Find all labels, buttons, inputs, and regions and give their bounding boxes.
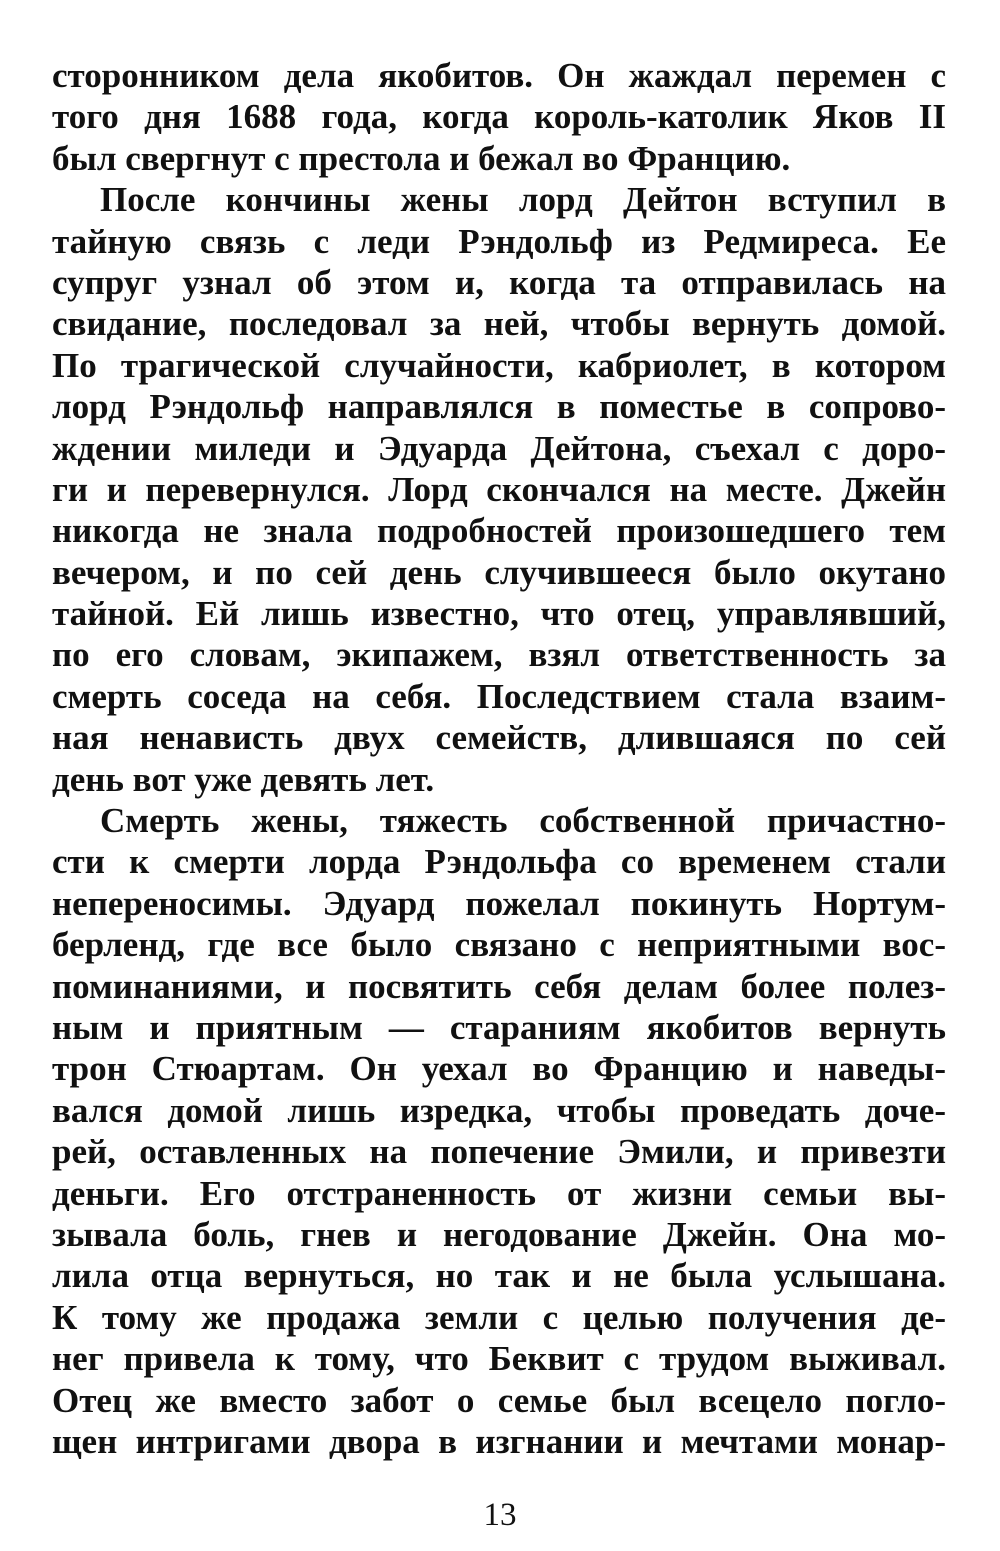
text-line: вался домой лишь изредка, чтобы проведать доче-	[52, 1090, 946, 1130]
text-line: лила отца вернуться, но так и не была услышана.	[52, 1256, 946, 1296]
text-line: был свергнут с престола и бежал во Францию.	[52, 138, 791, 178]
text-line: никогда не знала подробностей произошедшего тем	[52, 511, 946, 551]
text-line: супруг узнал об этом и, когда та отправилась на	[52, 262, 946, 302]
text-line: По трагической случайности, кабриолет, в котором	[52, 345, 946, 385]
text-line: по его словам, экипажем, взял ответственность за	[52, 635, 946, 675]
text-line: свидание, последовал за ней, чтобы вернуть домой.	[52, 304, 946, 344]
text-line: поминаниями, и посвятить себя делам более полез-	[52, 966, 946, 1006]
text-line: непереносимы. Эдуард пожелал покинуть Нортум-	[52, 883, 946, 923]
text-line: ным и приятным — стараниям якобитов вернуть	[52, 1007, 946, 1047]
text-line: ги и перевернулся. Лорд скончался на месте. Джейн	[52, 469, 946, 509]
text-line: сторонником дела якобитов. Он жаждал перемен с	[52, 56, 946, 95]
paragraph	[52, 179, 946, 800]
page-number: 13	[483, 1497, 517, 1533]
text-line: смерть соседа на себя. Последствием стала взаим-	[52, 676, 946, 716]
text-line: тайную связь с леди Рэндольф из Редмиреса. Ее	[52, 221, 946, 261]
text-line: зывала боль, гнев и негодование Джейн. Она мо-	[52, 1214, 946, 1254]
paragraph	[52, 800, 946, 1462]
text-line: щен интригами двора в изгнании и мечтами монар-	[52, 1421, 946, 1461]
text-line: После кончины жены лорд Дейтон вступил в	[100, 180, 946, 220]
text-line: рей, оставленных на попечение Эмили, и привезти	[52, 1132, 946, 1172]
text-line: Отец же вместо забот о семье был всецело погло-	[52, 1380, 946, 1420]
text-line: вечером, и по сей день случившееся было окутано	[52, 552, 946, 592]
body-text	[52, 55, 946, 1462]
text-line: К тому же продажа земли с целью получения де-	[52, 1297, 946, 1337]
text-line: ная ненависть двух семейств, длившаяся по сей	[52, 718, 946, 758]
text-line: тайной. Ей лишь известно, что отец, управлявший,	[52, 594, 946, 634]
text-line: трон Стюартам. Он уехал во Францию и наведы-	[52, 1049, 946, 1089]
text-line: берленд, где все было связано с неприятными вос-	[52, 925, 946, 965]
text-line: сти к смерти лорда Рэндольфа со временем стали	[52, 842, 946, 882]
text-line: нег привела к тому, что Беквит с трудом выживал.	[52, 1339, 946, 1379]
paragraph	[52, 55, 946, 179]
text-line: деньги. Его отстраненность от жизни семьи вы-	[52, 1173, 946, 1213]
text-line: ждении миледи и Эдуарда Дейтона, съехал с доро-	[52, 428, 946, 468]
text-line: Смерть жены, тяжесть собственной причастно-	[100, 801, 946, 841]
text-line: день вот уже девять лет.	[52, 759, 435, 799]
text-line: того дня 1688 года, когда король-католик Яков II	[52, 97, 946, 137]
text-line: лорд Рэндольф направлялся в поместье в сопрово-	[52, 387, 946, 427]
